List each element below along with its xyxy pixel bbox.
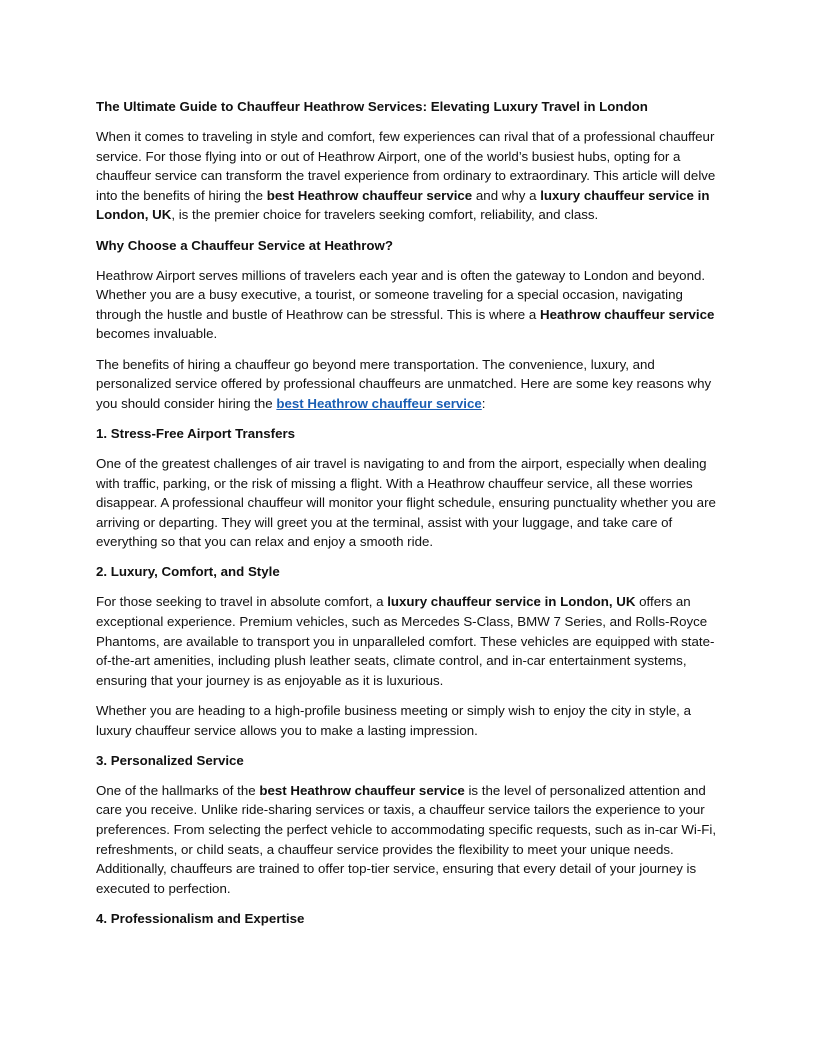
luxury-p-text-c: offers an exceptional experience. Premium vehicles, such as Mercedes S-Class, BMW 7 Series, and Rolls-Royce Phantoms, are available to transport you in unparalleled comfort. These vehicles are equipped with state-of-the-art amenities, including plush leather seats, climate control, and in-car entertainment systems, ensuring that your journey is as enjoyable as it is luxurious. [96,594,715,688]
heading-stress-free: 1. Stress-Free Airport Transfers [96,425,296,441]
luxury-paragraph-2: Whether you are heading to a high-profile business meeting or simply wish to enjoy the city in style, a luxury chauffeur service allows you to make a lasting impression. [96,702,691,738]
why-p1-text-a: Heathrow Airport serves millions of travelers each year and is often the gateway to London and beyond. Whether you are a busy executive, a tourist, or someone traveling for a special occasion, navigating through the hustle and bustle of Heathrow can be stressful. This is where a [96,267,706,322]
personalized-text-c: is the level of personalized attention and care you receive. Unlike ride-sharing services or taxis, a chauffeur service tailors the experience to your preferences. From selecting the perfect vehicle to accommodating specific requests, such as in-car Wi-Fi, refreshments, or child seats, a chauffeur service provides the flexibility to meet your unique needs. Additionally, chauffeurs are trained to offer top-tier service, ensuring that every detail of your journey is executed to perfection. [96,782,717,896]
intro-text-a: When it comes to traveling in style and comfort, few experiences can rival that of a professional chauffeur service. For those flying into or out of Heathrow Airport, one of the world’s busiest hubs, opting for a chauffeur service can transform the travel experience from ordinary to extraordinary. This article will delve into the benefits of hiring the [96,129,716,203]
heading-personalized: 3. Personalized Service [96,752,244,768]
intro-text-c: and why a [472,187,541,203]
personalized-text-a: One of the hallmarks of the [96,782,260,798]
personalized-paragraph [96,781,722,899]
heading-why-choose: Why Choose a Chauffeur Service at Heathrow? [96,237,394,253]
luxury-p-bold: luxury chauffeur service in London, UK [387,594,636,610]
best-heathrow-chauffeur-link[interactable]: best Heathrow chauffeur service [276,395,482,411]
why-p2-text-c: : [481,395,486,411]
stress-free-paragraph: One of the greatest challenges of air travel is navigating to and from the airport, especially when dealing with traffic, parking, or the risk of missing a flight. With a Heathrow chauffeur service, all these worries disappear. A professional chauffeur will monitor your flight schedule, ensuring punctuality whether you are arriving or departing. They will greet you at the terminal, assist with your luggage, and take care of everything so that you can relax and enjoy a smooth ride. [96,455,716,550]
document-page [96,97,722,939]
intro-bold-1: best Heathrow chauffeur service [266,187,473,203]
heading-luxury-comfort: 2. Luxury, Comfort, and Style [96,564,280,580]
why-p1-bold: Heathrow chauffeur service [539,306,715,322]
why-p2-text-a: The benefits of hiring a chauffeur go beyond mere transportation. The convenience, luxury, and personalized service offered by professional chauffeurs are unmatched. Here are some key reasons why you should consider hiring the [96,356,712,411]
intro-bold-2: luxury chauffeur service in London, UK [96,187,710,223]
personalized-bold: best Heathrow chauffeur service [259,782,465,798]
heading-professionalism: 4. Professionalism and Expertise [96,910,305,926]
luxury-paragraph-1 [96,592,722,690]
why-paragraph-1 [96,266,722,344]
intro-paragraph [96,127,722,225]
why-p1-text-c: becomes invaluable. [96,326,218,342]
document-title: The Ultimate Guide to Chauffeur Heathrow Services: Elevating Luxury Travel in London [96,99,648,114]
intro-text-d: , is the premier choice for travelers seeking comfort, reliability, and class. [171,207,599,223]
luxury-p-text-a: For those seeking to travel in absolute comfort, a [96,594,388,610]
why-paragraph-2 [96,355,722,414]
